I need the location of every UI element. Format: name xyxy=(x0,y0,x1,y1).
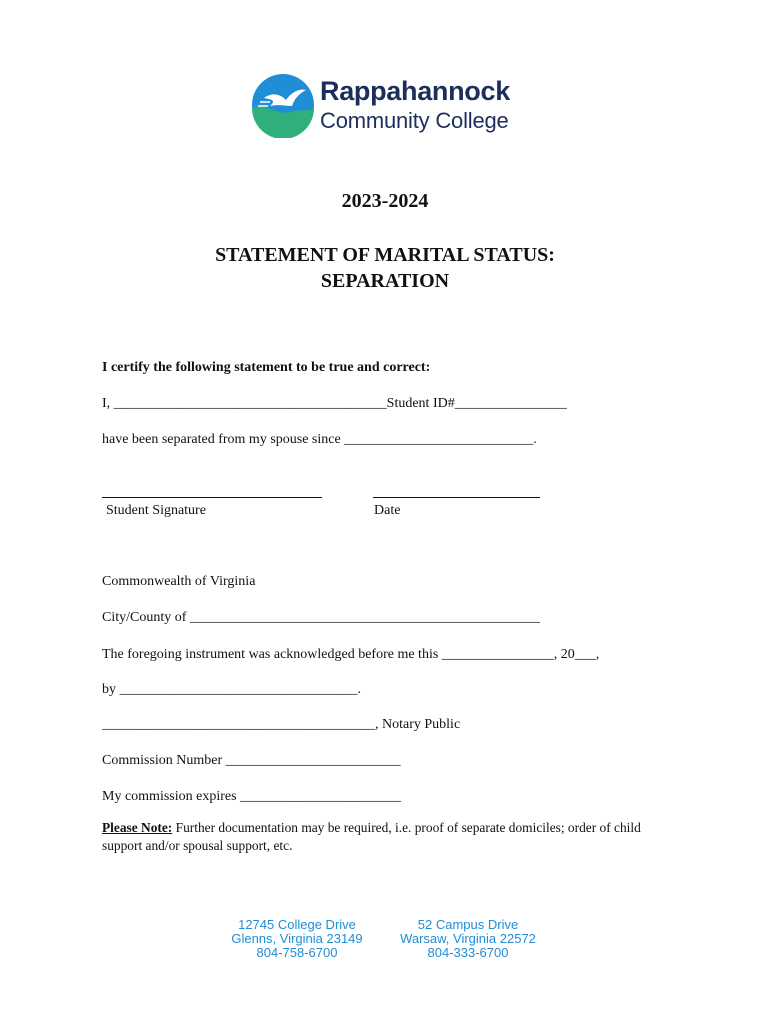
college-logo xyxy=(250,72,540,138)
by-field[interactable]: by __________________________________. xyxy=(102,682,361,697)
commission-number-field[interactable]: Commission Number _________________________ xyxy=(102,753,401,768)
note-label: Please Note: xyxy=(102,820,173,835)
footer-right-city: Warsaw, Virginia 22572 xyxy=(400,931,536,946)
commonwealth-label: Commonwealth of Virginia xyxy=(102,574,256,589)
notary-public-field[interactable]: _______________________________________, Notary Public xyxy=(102,717,461,732)
date-line[interactable] xyxy=(373,497,540,498)
date-label: Date xyxy=(374,503,401,518)
footer-warsaw-address xyxy=(390,918,546,960)
footer-left-street: 12745 College Drive xyxy=(238,917,356,932)
city-county-field[interactable]: City/County of __________________________________________________ xyxy=(102,610,540,625)
signature-label: Student Signature xyxy=(106,503,206,518)
footer-glenns-address xyxy=(222,918,372,960)
commission-expires-field[interactable]: My commission expires _______________________ xyxy=(102,789,402,804)
college-name: Rappahannock xyxy=(320,76,510,106)
college-logo-mark-icon xyxy=(250,72,316,138)
signature-line[interactable] xyxy=(102,497,322,498)
academic-year: 2023-2024 xyxy=(341,190,429,212)
name-student-id-field[interactable]: I, _______________________________________Student ID#________________ xyxy=(102,396,567,411)
certify-statement: I certify the following statement to be true and correct: xyxy=(102,360,431,375)
footer-right-phone: 804-333-6700 xyxy=(427,945,509,960)
footer-left-city: Glenns, Virginia 23149 xyxy=(231,931,363,946)
title-line-2: SEPARATION xyxy=(320,270,450,292)
please-note xyxy=(102,819,682,855)
footer-left-phone: 804-758-6700 xyxy=(256,945,338,960)
document-title xyxy=(0,242,770,294)
footer-right-street: 52 Campus Drive xyxy=(417,917,519,932)
college-subtitle: Community College xyxy=(320,108,509,133)
note-text: Further documentation may be required, i.e. proof of separate domiciles; order of child support and/or spousal support, etc. xyxy=(102,820,641,853)
separation-date-field[interactable]: have been separated from my spouse since ___________________________. xyxy=(102,432,537,447)
acknowledged-field[interactable]: The foregoing instrument was acknowledged before me this ________________, 20___, xyxy=(102,647,600,662)
title-line-1: STATEMENT OF MARITAL STATUS: xyxy=(215,244,555,266)
